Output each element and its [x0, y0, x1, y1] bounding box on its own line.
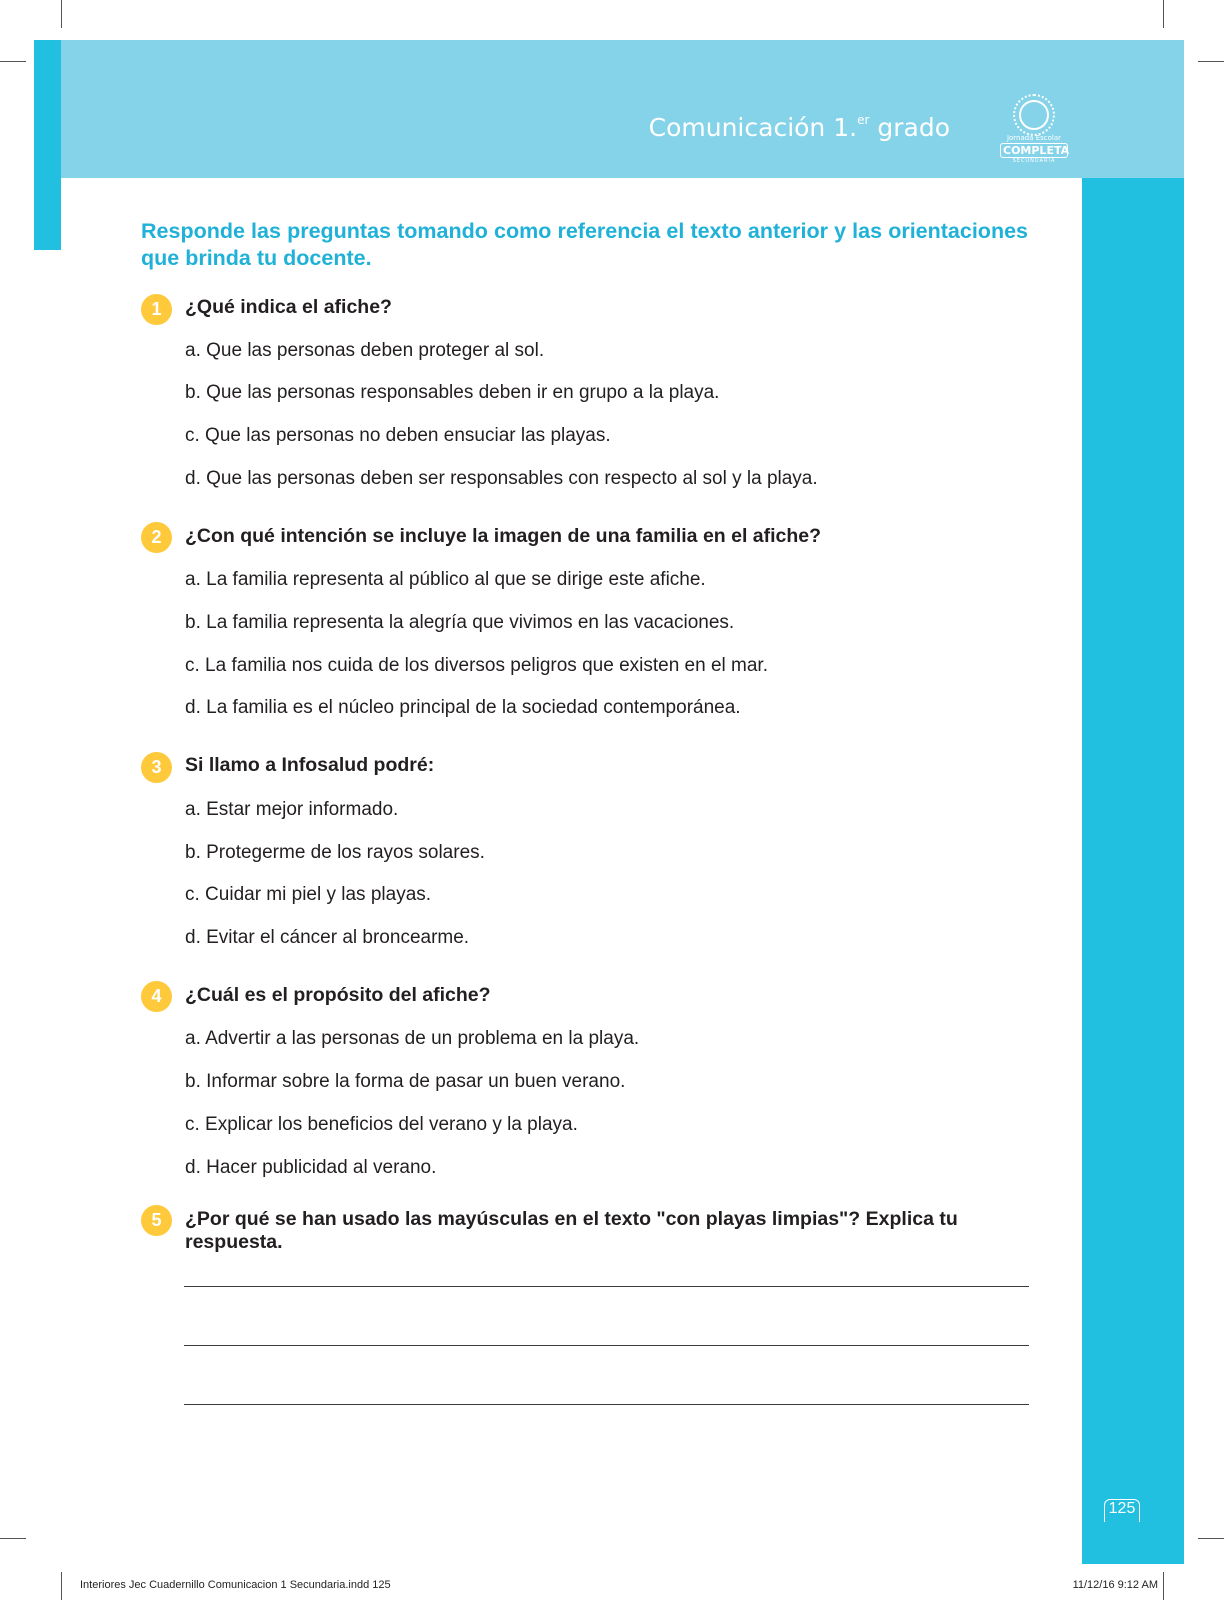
instructions-heading: Responde las preguntas tomando como referencia el texto anterior y las orientaciones que brinda tu docente.: [141, 219, 1028, 270]
sun-icon: [1019, 100, 1049, 130]
footer-timestamp: 11/12/16 9:12 AM: [1072, 1579, 1158, 1591]
option-item: c. Cuidar mi piel y las playas.: [185, 884, 432, 905]
crop-mark: [1163, 0, 1164, 28]
question-text: ¿Qué indica el afiche?: [185, 296, 392, 318]
crop-mark: [0, 61, 26, 62]
page-number: 125: [1104, 1499, 1140, 1522]
option-item: a. Estar mejor informado.: [185, 799, 399, 820]
crop-mark: [1163, 1572, 1164, 1600]
option-item: a. La familia representa al público al que se dirige este afiche.: [185, 569, 706, 590]
option-item: a. Que las personas deben proteger al sol.: [185, 340, 545, 361]
option-item: b. Informar sobre la forma de pasar un buen verano.: [185, 1071, 626, 1092]
question-number-badge: 1: [141, 294, 172, 325]
question-number-badge: 2: [141, 522, 172, 553]
answer-line[interactable]: [184, 1345, 1029, 1346]
left-accent-tab: [34, 40, 61, 250]
question-text: ¿Cuál es el propósito del afiche?: [185, 984, 491, 1006]
answer-line[interactable]: [184, 1404, 1029, 1405]
footer-file-info: Interiores Jec Cuadernillo Comunicacion 1 Secundaria.indd 125: [80, 1579, 391, 1591]
question-number-badge: 4: [141, 981, 172, 1012]
option-item: b. Que las personas responsables deben ir en grupo a la playa.: [185, 382, 720, 403]
option-item: d. Evitar el cáncer al broncearme.: [185, 927, 470, 948]
option-item: d. Hacer publicidad al verano.: [185, 1157, 437, 1178]
question-text: ¿Con qué intención se incluye la imagen de una familia en el afiche?: [185, 525, 822, 547]
crop-mark: [61, 0, 62, 28]
option-item: b. La familia representa la alegría que vivimos en las vacaciones.: [185, 612, 735, 633]
option-item: a. Advertir a las personas de un problema en la playa.: [185, 1028, 640, 1049]
jec-logo: Jornada Escolar COMPLETA SECUNDARIA: [994, 100, 1074, 160]
right-accent-bar: [1082, 178, 1184, 1564]
option-item: c. Que las personas no deben ensuciar las playas.: [185, 425, 611, 446]
crop-mark: [1198, 61, 1224, 62]
option-item: b. Protegerme de los rayos solares.: [185, 842, 485, 863]
option-item: c. La familia nos cuida de los diversos peligros que existen en el mar.: [185, 655, 768, 676]
option-item: d. Que las personas deben ser responsables con respecto al sol y la playa.: [185, 468, 818, 489]
answer-line[interactable]: [184, 1286, 1029, 1287]
option-item: c. Explicar los beneficios del verano y la playa.: [185, 1114, 578, 1135]
question-number-badge: 5: [141, 1205, 172, 1236]
crop-mark: [61, 1572, 62, 1600]
header-title: Comunicación 1.$^{er}$ grado: [648, 113, 950, 142]
question-number-badge: 3: [141, 752, 172, 783]
crop-mark: [0, 1538, 26, 1539]
option-item: d. La familia es el núcleo principal de la sociedad contemporánea.: [185, 697, 741, 718]
question-text: ¿Por qué se han usado las mayúsculas en el texto "con playas limpias"? Explica tu respuesta.: [185, 1208, 958, 1253]
crop-mark: [1198, 1538, 1224, 1539]
question-text: Si llamo a Infosalud podré:: [185, 754, 435, 776]
